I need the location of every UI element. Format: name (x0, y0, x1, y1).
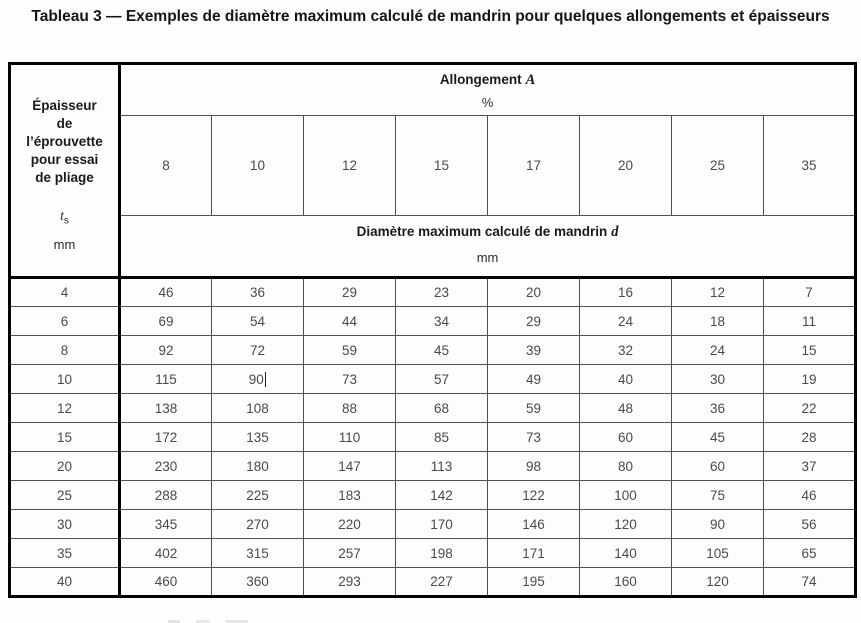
elongation-value-cell[interactable]: 12 (304, 116, 396, 216)
diameter-cell[interactable]: 146 (488, 510, 580, 539)
diameter-cell[interactable]: 28 (764, 423, 856, 452)
diameter-cell[interactable]: 45 (396, 336, 488, 365)
diameter-cell[interactable]: 60 (580, 423, 672, 452)
diameter-cell[interactable]: 36 (672, 394, 764, 423)
elongation-value-cell[interactable]: 8 (120, 116, 212, 216)
elongation-value-cell[interactable]: 35 (764, 116, 856, 216)
diameter-cell[interactable]: 460 (120, 568, 212, 597)
diameter-cell[interactable]: 257 (304, 539, 396, 568)
thickness-unit: mm (53, 236, 76, 252)
diameter-cell[interactable]: 37 (764, 452, 856, 481)
elongation-variable: A (525, 72, 536, 88)
table-row (10, 539, 856, 568)
diameter-cell[interactable]: 32 (580, 336, 672, 365)
diameter-cell[interactable]: 16 (580, 278, 672, 307)
elongation-values-row (10, 116, 856, 216)
diameter-cell[interactable]: 20 (488, 278, 580, 307)
thickness-cell[interactable]: 30 (10, 510, 120, 539)
table-row (10, 568, 856, 597)
table-row (10, 423, 856, 452)
diameter-cell[interactable]: 59 (488, 394, 580, 423)
diameter-cell[interactable]: 30 (672, 365, 764, 394)
header-row-diameter (10, 216, 856, 278)
diameter-cell[interactable]: 225 (212, 481, 304, 510)
diameter-label: Diamètre maximum calculé de mandrin d (356, 224, 619, 240)
diameter-cell[interactable]: 88 (304, 394, 396, 423)
diameter-cell[interactable]: 105 (672, 539, 764, 568)
diameter-cell[interactable]: 44 (304, 307, 396, 336)
diameter-cell[interactable]: 98 (488, 452, 580, 481)
diameter-cell[interactable]: 113 (396, 452, 488, 481)
diameter-cell[interactable]: 18 (672, 307, 764, 336)
diameter-cell[interactable]: 90 (212, 365, 304, 394)
diameter-cell[interactable]: 138 (120, 394, 212, 423)
diameter-cell[interactable]: 7 (764, 278, 856, 307)
diameter-cell[interactable]: 40 (580, 365, 672, 394)
diameter-cell[interactable]: 22 (764, 394, 856, 423)
diameter-cell[interactable]: 54 (212, 307, 304, 336)
diameter-cell[interactable]: 360 (212, 568, 304, 597)
diameter-cell[interactable]: 57 (396, 365, 488, 394)
diameter-cell[interactable]: 85 (396, 423, 488, 452)
diameter-cell[interactable]: 45 (672, 423, 764, 452)
diameter-cell[interactable]: 46 (764, 481, 856, 510)
diameter-cell[interactable]: 170 (396, 510, 488, 539)
diameter-cell[interactable]: 135 (212, 423, 304, 452)
diameter-header-cell[interactable] (120, 216, 856, 278)
diameter-cell[interactable]: 65 (764, 539, 856, 568)
thickness-cell[interactable]: 12 (10, 394, 120, 423)
diameter-cell[interactable]: 180 (212, 452, 304, 481)
diameter-cell[interactable]: 56 (764, 510, 856, 539)
diameter-cell[interactable]: 147 (304, 452, 396, 481)
diameter-cell[interactable]: 142 (396, 481, 488, 510)
elongation-label: Allongement A (439, 72, 536, 88)
diameter-cell[interactable]: 24 (672, 336, 764, 365)
diameter-cell[interactable]: 171 (488, 539, 580, 568)
diameter-cell[interactable]: 59 (304, 336, 396, 365)
diameter-cell[interactable]: 110 (304, 423, 396, 452)
diameter-cell[interactable]: 120 (580, 510, 672, 539)
diameter-cell[interactable]: 72 (212, 336, 304, 365)
diameter-cell[interactable]: 183 (304, 481, 396, 510)
table-body (10, 278, 856, 597)
diameter-cell[interactable]: 122 (488, 481, 580, 510)
elongation-value-cell[interactable]: 10 (212, 116, 304, 216)
diameter-cell[interactable]: 402 (120, 539, 212, 568)
diameter-cell[interactable]: 48 (580, 394, 672, 423)
text-caret (265, 372, 267, 387)
diameter-cell[interactable]: 100 (580, 481, 672, 510)
elongation-value-cell[interactable]: 20 (580, 116, 672, 216)
diameter-cell[interactable]: 74 (764, 568, 856, 597)
diameter-cell[interactable]: 345 (120, 510, 212, 539)
elongation-value-cell[interactable]: 25 (672, 116, 764, 216)
diameter-cell[interactable]: 23 (396, 278, 488, 307)
mandrel-diameter-table (8, 62, 857, 598)
diameter-cell[interactable]: 29 (488, 307, 580, 336)
diameter-cell[interactable]: 92 (120, 336, 212, 365)
thickness-cell[interactable]: 6 (10, 307, 120, 336)
diameter-cell[interactable]: 172 (120, 423, 212, 452)
diameter-cell[interactable]: 12 (672, 278, 764, 307)
diameter-cell[interactable]: 46 (120, 278, 212, 307)
table-row (10, 394, 856, 423)
diameter-cell[interactable]: 73 (488, 423, 580, 452)
diameter-cell[interactable]: 29 (304, 278, 396, 307)
table-row (10, 307, 856, 336)
table-caption: Tableau 3 — Exemples de diamètre maximum calculé de mandrin pour quelques allongements et épaisseurs (31, 8, 830, 25)
diameter-cell[interactable]: 19 (764, 365, 856, 394)
elongation-value-cell[interactable]: 17 (488, 116, 580, 216)
thickness-cell[interactable]: 40 (10, 568, 120, 597)
table-row (10, 452, 856, 481)
diameter-cell[interactable]: 140 (580, 539, 672, 568)
diameter-cell[interactable]: 293 (304, 568, 396, 597)
table-row (10, 278, 856, 307)
diameter-cell[interactable]: 288 (120, 481, 212, 510)
elongation-unit: % (481, 95, 494, 110)
diameter-cell[interactable]: 227 (396, 568, 488, 597)
table-row (10, 510, 856, 539)
diameter-unit: mm (476, 250, 499, 265)
thickness-cell[interactable]: 20 (10, 452, 120, 481)
table-row (10, 336, 856, 365)
diameter-cell[interactable]: 115 (120, 365, 212, 394)
diameter-cell[interactable]: 160 (580, 568, 672, 597)
diameter-variable: d (611, 224, 619, 240)
elongation-header-cell[interactable] (120, 64, 856, 116)
diameter-cell[interactable]: 230 (120, 452, 212, 481)
diameter-cell[interactable]: 34 (396, 307, 488, 336)
diameter-cell[interactable]: 90 (672, 510, 764, 539)
thickness-symbol: $t_s$ (60, 208, 69, 227)
left-header-cell[interactable] (10, 64, 120, 278)
thickness-cell[interactable]: 35 (10, 539, 120, 568)
diameter-cell[interactable]: 73 (304, 365, 396, 394)
diameter-cell[interactable]: 198 (396, 539, 488, 568)
thickness-cell[interactable]: 8 (10, 336, 120, 365)
table-row (10, 365, 856, 394)
diameter-cell[interactable]: 24 (580, 307, 672, 336)
header-row-elongation (10, 64, 856, 116)
table-row (10, 481, 856, 510)
thickness-cell[interactable]: 25 (10, 481, 120, 510)
left-header-text: Épaisseur de l’éprouvette pour essai de pliage (26, 98, 103, 186)
elongation-value-cell[interactable]: 15 (396, 116, 488, 216)
diameter-cell[interactable]: 315 (212, 539, 304, 568)
thickness-cell[interactable]: 15 (10, 423, 120, 452)
diameter-cell[interactable]: 36 (212, 278, 304, 307)
diameter-cell[interactable]: 220 (304, 510, 396, 539)
diameter-cell[interactable]: 49 (488, 365, 580, 394)
diameter-cell[interactable]: 11 (764, 307, 856, 336)
diameter-cell[interactable]: 68 (396, 394, 488, 423)
thickness-cell[interactable]: 4 (10, 278, 120, 307)
diameter-cell[interactable]: 60 (672, 452, 764, 481)
diameter-cell[interactable]: 120 (672, 568, 764, 597)
diameter-cell[interactable]: 195 (488, 568, 580, 597)
diameter-cell[interactable]: 270 (212, 510, 304, 539)
diameter-cell[interactable]: 108 (212, 394, 304, 423)
diameter-cell[interactable]: 80 (580, 452, 672, 481)
thickness-cell[interactable]: 10 (10, 365, 120, 394)
diameter-cell[interactable]: 69 (120, 307, 212, 336)
diameter-cell[interactable]: 75 (672, 481, 764, 510)
diameter-cell[interactable]: 15 (764, 336, 856, 365)
diameter-cell[interactable]: 39 (488, 336, 580, 365)
